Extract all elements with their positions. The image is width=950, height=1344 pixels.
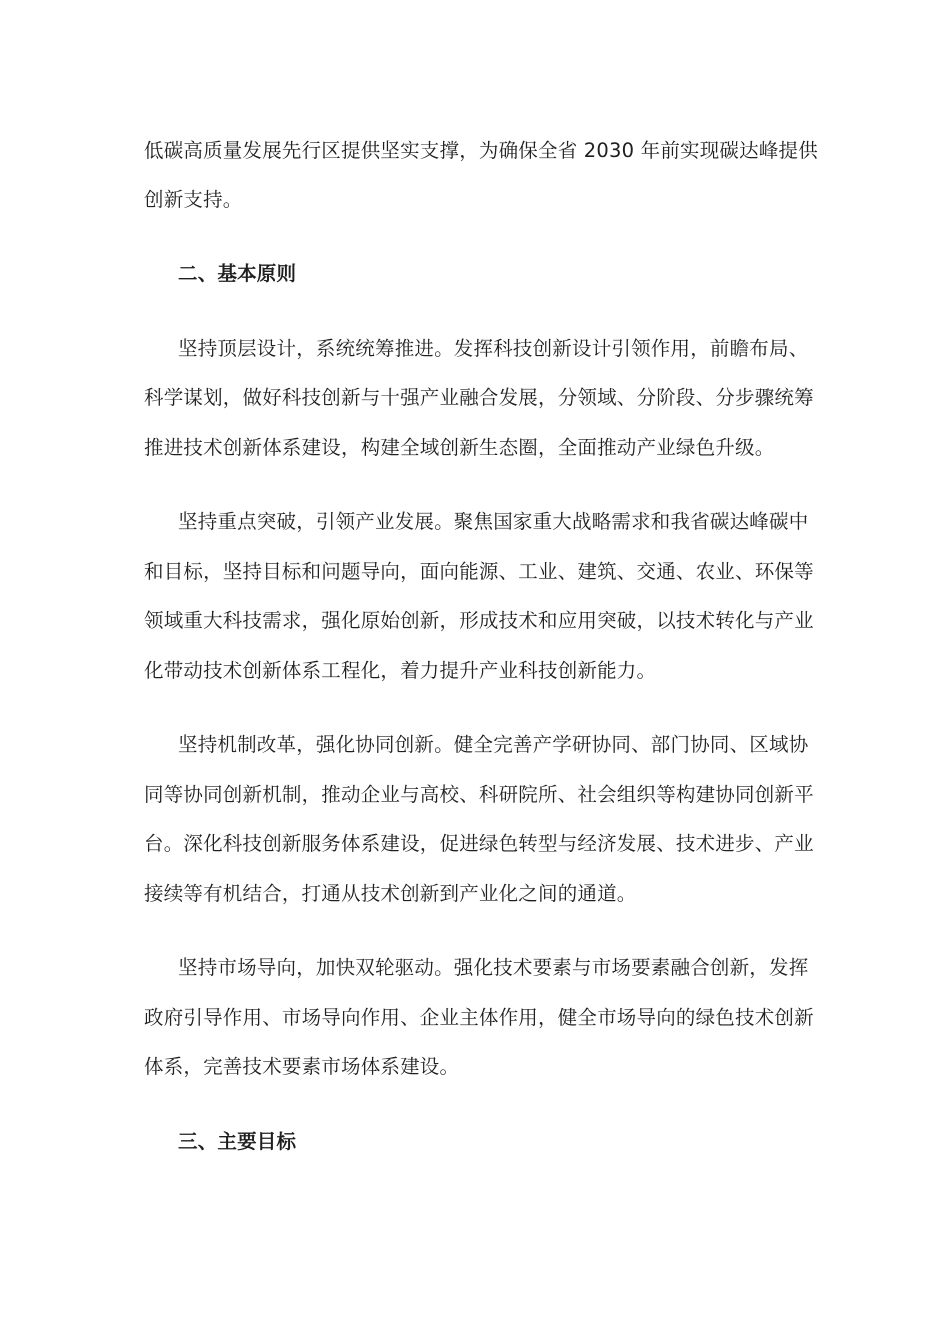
paragraph-line: 和目标，坚持目标和问题导向，面向能源、工业、建筑、交通、农业、环保等 [144, 560, 814, 583]
section-heading-goals: 三、主要目标 [178, 1130, 297, 1153]
paragraph-line: 科学谋划，做好科技创新与十强产业融合发展，分领域、分阶段、分步骤统筹 [144, 386, 814, 409]
intro-line: 创新支持。 [144, 188, 243, 211]
paragraph-line: 政府引导作用、市场导向作用、企业主体作用，健全市场导向的绿色技术创新 [144, 1006, 814, 1029]
paragraph-line: 坚持顶层设计，系统统筹推进。发挥科技创新设计引领作用，前瞻布局、 [178, 337, 809, 360]
paragraph-line: 台。深化科技创新服务体系建设，促进绿色转型与经济发展、技术进步、产业 [144, 832, 814, 855]
paragraph-line: 化带动技术创新体系工程化，着力提升产业科技创新能力。 [144, 659, 657, 682]
section-heading-principles: 二、基本原则 [178, 262, 297, 285]
paragraph-line: 坚持市场导向，加快双轮驱动。强化技术要素与市场要素融合创新，发挥 [178, 956, 809, 979]
paragraph-line: 同等协同创新机制，推动企业与高校、科研院所、社会组织等构建协同创新平 [144, 783, 814, 806]
paragraph-line: 领域重大科技需求，强化原始创新，形成技术和应用突破，以技术转化与产业 [144, 609, 814, 632]
paragraph-line: 接续等有机结合，打通从技术创新到产业化之间的通道。 [144, 882, 637, 905]
paragraph-line: 坚持机制改革，强化协同创新。健全完善产学研协同、部门协同、区域协 [178, 733, 809, 756]
intro-line: 低碳高质量发展先行区提供坚实支撑，为确保全省 2030 年前实现碳达峰提供 [144, 139, 818, 162]
paragraph-line: 推进技术创新体系建设，构建全域创新生态圈，全面推动产业绿色升级。 [144, 436, 775, 459]
paragraph-line: 体系，完善技术要素市场体系建设。 [144, 1055, 460, 1078]
paragraph-line: 坚持重点突破，引领产业发展。聚焦国家重大战略需求和我省碳达峰碳中 [178, 510, 809, 533]
